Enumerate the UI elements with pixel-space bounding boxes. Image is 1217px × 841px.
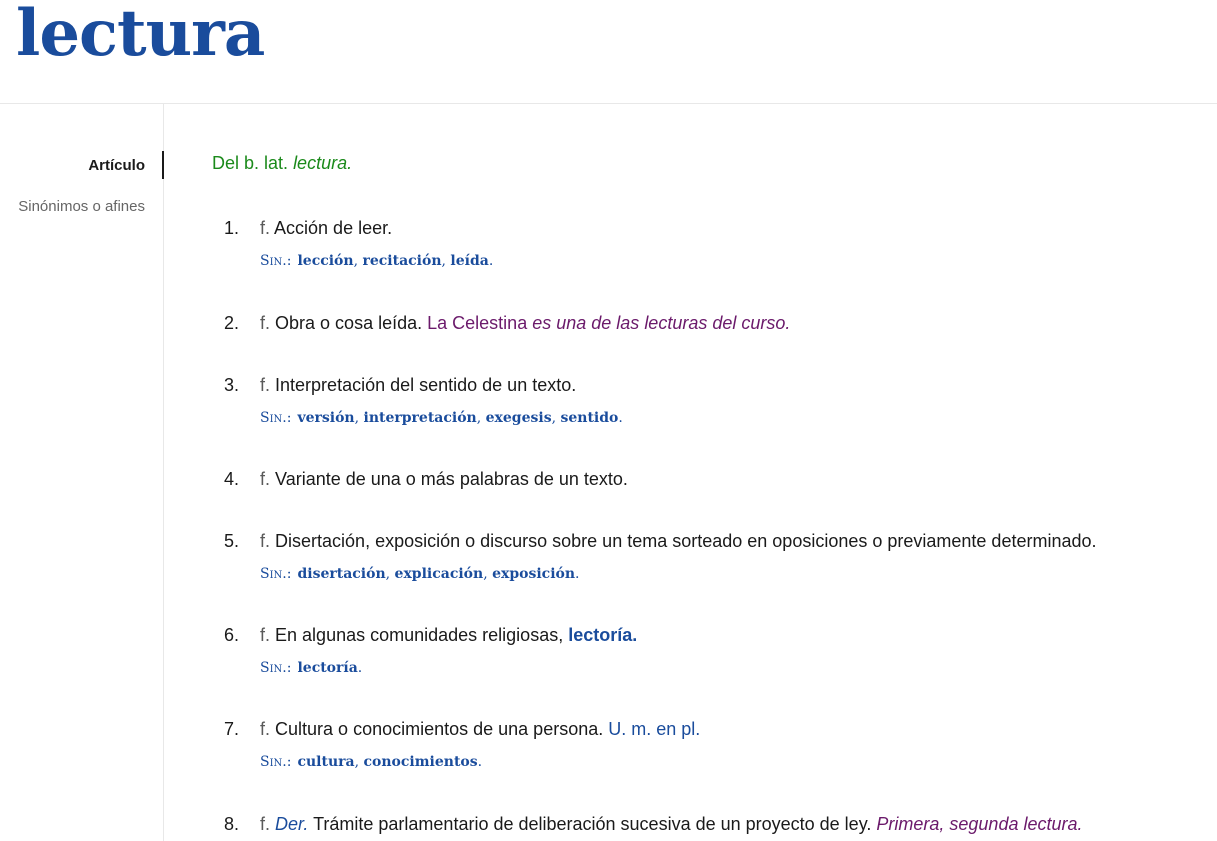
synonym-link[interactable]: leída [450, 253, 489, 269]
definition-line [260, 373, 576, 397]
grammar-abbr[interactable]: f. [260, 218, 271, 238]
definition-text: Obra o cosa leída. [275, 313, 423, 333]
sidebar-nav [0, 104, 164, 841]
definition-text: Variante de una o más palabras de un texto. [275, 469, 628, 489]
example-text: es una de las lecturas del curso. [532, 313, 791, 333]
etymology-prefix: Del b. lat. [212, 153, 289, 173]
definition-line [260, 311, 790, 335]
synonym-link[interactable]: disertación [297, 566, 386, 582]
definition-text: Cultura o conocimientos de una persona. [275, 719, 604, 739]
synonyms-label: Sin.: [260, 410, 292, 426]
synonym-link[interactable]: cultura [297, 754, 355, 770]
synonyms-label: Sin.: [260, 754, 292, 770]
synonym-link[interactable]: versión [297, 410, 355, 426]
definition-line [260, 216, 392, 240]
synonyms-label: Sin.: [260, 253, 292, 269]
definition-line [260, 529, 1097, 553]
cross-reference-link[interactable]: lectoría. [568, 625, 638, 645]
example-text: Primera, segunda lectura. [876, 814, 1083, 834]
entry-number: 6. [224, 625, 240, 645]
synonyms-line: Sin.: versión, interpretación, exegesis, sentido. [260, 410, 623, 426]
nav-item-synonyms[interactable]: Sinónimos o afines [18, 198, 145, 215]
grammar-abbr[interactable]: f. [260, 531, 271, 551]
definition-line [260, 467, 628, 491]
article-content [212, 104, 1202, 841]
grammar-abbr[interactable]: f. [260, 814, 271, 834]
definition-line [260, 717, 700, 741]
synonyms-line: Sin.: lectoría. [260, 660, 363, 676]
grammar-abbr[interactable]: f. [260, 313, 271, 333]
definition-text: Interpretación del sentido de un texto. [275, 375, 577, 395]
entry-number: 3. [224, 375, 240, 395]
synonym-link[interactable]: conocimientos [363, 754, 478, 770]
example-title: La Celestina [427, 313, 528, 333]
synonyms-line: Sin.: cultura, conocimientos. [260, 754, 483, 770]
synonyms-label: Sin.: [260, 566, 292, 582]
synonym-link[interactable]: lectoría [297, 660, 358, 676]
synonym-link[interactable]: exegesis [485, 410, 552, 426]
etymology-word: lectura. [293, 153, 353, 173]
synonym-link[interactable]: interpretación [363, 410, 477, 426]
grammar-abbr[interactable]: f. [260, 625, 271, 645]
domain-abbr[interactable]: Der. [275, 814, 309, 834]
entry-number: 8. [224, 814, 240, 834]
synonyms-line: Sin.: disertación, explicación, exposición. [260, 566, 580, 582]
definition-line [260, 812, 1083, 836]
grammar-abbr[interactable]: f. [260, 375, 271, 395]
definition-line [260, 623, 637, 647]
header [0, 0, 1217, 104]
entry-number: 4. [224, 469, 240, 489]
entry-number: 5. [224, 531, 240, 551]
definition-text: Acción de leer. [274, 218, 393, 238]
synonym-link[interactable]: recitación [362, 253, 442, 269]
entry-number: 1. [224, 218, 240, 238]
definition-text: Trámite parlamentario de deliberación sucesiva de un proyecto de ley. [313, 814, 872, 834]
definition-text: En algunas comunidades religiosas, [275, 625, 564, 645]
etymology [212, 153, 352, 174]
grammar-abbr[interactable]: f. [260, 469, 271, 489]
synonym-link[interactable]: explicación [394, 566, 484, 582]
definition-text: Disertación, exposición o discurso sobre un tema sorteado en oposiciones o previamente determinado. [275, 531, 1097, 551]
entry-number: 2. [224, 313, 240, 333]
usage-note[interactable]: U. m. en pl. [608, 719, 701, 739]
synonym-link[interactable]: exposición [492, 566, 576, 582]
grammar-abbr[interactable]: f. [260, 719, 271, 739]
active-nav-marker [162, 151, 164, 179]
entry-number: 7. [224, 719, 240, 739]
synonyms-label: Sin.: [260, 660, 292, 676]
synonym-link[interactable]: sentido [560, 410, 619, 426]
nav-item-article[interactable]: Artículo [88, 157, 145, 174]
headword: lectura [16, 0, 265, 71]
synonyms-line: Sin.: lección, recitación, leída. [260, 253, 494, 269]
synonym-link[interactable]: lección [297, 253, 354, 269]
